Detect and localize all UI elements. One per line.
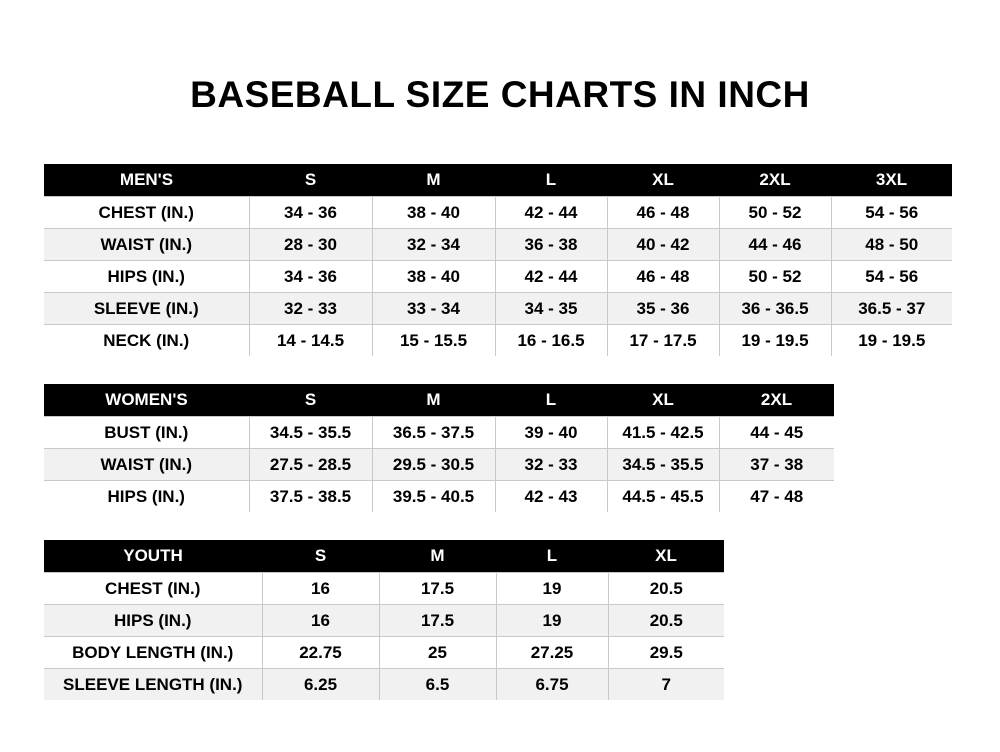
cell: 14 - 14.5 xyxy=(249,325,372,357)
cell: 37 - 38 xyxy=(719,449,834,481)
cell: 34.5 - 35.5 xyxy=(249,417,372,449)
cell: 22.75 xyxy=(262,637,379,669)
cell: 46 - 48 xyxy=(607,261,719,293)
cell: 42 - 43 xyxy=(495,481,607,513)
table-row xyxy=(44,417,834,449)
mens-header-row xyxy=(44,164,952,197)
cell: 6.75 xyxy=(496,669,608,701)
cell: 19 - 19.5 xyxy=(719,325,831,357)
tables-container xyxy=(0,164,1000,700)
womens-header-xl: XL xyxy=(607,384,719,417)
cell: 38 - 40 xyxy=(372,261,495,293)
cell: 6.25 xyxy=(262,669,379,701)
cell: 34 - 35 xyxy=(495,293,607,325)
cell: 32 - 33 xyxy=(495,449,607,481)
mens-size-table xyxy=(44,164,952,356)
row-label: SLEEVE (IN.) xyxy=(44,293,249,325)
mens-header-s: S xyxy=(249,164,372,197)
cell: 39 - 40 xyxy=(495,417,607,449)
cell: 36.5 - 37.5 xyxy=(372,417,495,449)
table-row xyxy=(44,261,952,293)
page-title: BASEBALL SIZE CHARTS IN INCH xyxy=(190,74,810,115)
cell: 42 - 44 xyxy=(495,197,607,229)
table-row xyxy=(44,449,834,481)
womens-header-l: L xyxy=(495,384,607,417)
cell: 34.5 - 35.5 xyxy=(607,449,719,481)
cell: 40 - 42 xyxy=(607,229,719,261)
youth-header-label: YOUTH xyxy=(44,540,262,573)
cell: 29.5 - 30.5 xyxy=(372,449,495,481)
cell: 20.5 xyxy=(608,605,724,637)
cell: 50 - 52 xyxy=(719,197,831,229)
cell: 34 - 36 xyxy=(249,261,372,293)
youth-header-s: S xyxy=(262,540,379,573)
row-label: CHEST (IN.) xyxy=(44,573,262,605)
cell: 17.5 xyxy=(379,605,496,637)
cell: 38 - 40 xyxy=(372,197,495,229)
cell: 41.5 - 42.5 xyxy=(607,417,719,449)
cell: 42 - 44 xyxy=(495,261,607,293)
table-spacer xyxy=(44,356,956,384)
cell: 7 xyxy=(608,669,724,701)
table-spacer xyxy=(44,512,956,540)
row-label: WAIST (IN.) xyxy=(44,449,249,481)
mens-header-2xl: 2XL xyxy=(719,164,831,197)
youth-header-l: L xyxy=(496,540,608,573)
cell: 29.5 xyxy=(608,637,724,669)
cell: 39.5 - 40.5 xyxy=(372,481,495,513)
row-label: WAIST (IN.) xyxy=(44,229,249,261)
row-label: HIPS (IN.) xyxy=(44,605,262,637)
cell: 32 - 33 xyxy=(249,293,372,325)
row-label: HIPS (IN.) xyxy=(44,261,249,293)
cell: 28 - 30 xyxy=(249,229,372,261)
cell: 6.5 xyxy=(379,669,496,701)
womens-header-row xyxy=(44,384,834,417)
cell: 20.5 xyxy=(608,573,724,605)
cell: 15 - 15.5 xyxy=(372,325,495,357)
cell: 25 xyxy=(379,637,496,669)
cell: 19 - 19.5 xyxy=(831,325,952,357)
table-row xyxy=(44,605,724,637)
table-row xyxy=(44,481,834,513)
womens-size-table xyxy=(44,384,834,512)
cell: 44 - 45 xyxy=(719,417,834,449)
cell: 17.5 xyxy=(379,573,496,605)
cell: 37.5 - 38.5 xyxy=(249,481,372,513)
row-label: HIPS (IN.) xyxy=(44,481,249,513)
youth-header-xl: XL xyxy=(608,540,724,573)
cell: 16 xyxy=(262,605,379,637)
cell: 47 - 48 xyxy=(719,481,834,513)
cell: 16 xyxy=(262,573,379,605)
cell: 19 xyxy=(496,573,608,605)
womens-header-m: M xyxy=(372,384,495,417)
womens-header-2xl: 2XL xyxy=(719,384,834,417)
cell: 27.25 xyxy=(496,637,608,669)
row-label: NECK (IN.) xyxy=(44,325,249,357)
mens-header-l: L xyxy=(495,164,607,197)
cell: 34 - 36 xyxy=(249,197,372,229)
table-row xyxy=(44,293,952,325)
table-row xyxy=(44,197,952,229)
row-label: BUST (IN.) xyxy=(44,417,249,449)
row-label: CHEST (IN.) xyxy=(44,197,249,229)
womens-header-label: WOMEN'S xyxy=(44,384,249,417)
cell: 46 - 48 xyxy=(607,197,719,229)
cell: 44.5 - 45.5 xyxy=(607,481,719,513)
mens-header-xl: XL xyxy=(607,164,719,197)
mens-header-3xl: 3XL xyxy=(831,164,952,197)
cell: 36.5 - 37 xyxy=(831,293,952,325)
cell: 19 xyxy=(496,605,608,637)
row-label: SLEEVE LENGTH (IN.) xyxy=(44,669,262,701)
cell: 54 - 56 xyxy=(831,261,952,293)
mens-header-m: M xyxy=(372,164,495,197)
youth-size-table xyxy=(44,540,724,700)
cell: 36 - 36.5 xyxy=(719,293,831,325)
cell: 33 - 34 xyxy=(372,293,495,325)
cell: 48 - 50 xyxy=(831,229,952,261)
table-row xyxy=(44,637,724,669)
row-label: BODY LENGTH (IN.) xyxy=(44,637,262,669)
cell: 44 - 46 xyxy=(719,229,831,261)
cell: 27.5 - 28.5 xyxy=(249,449,372,481)
table-row xyxy=(44,669,724,701)
table-row xyxy=(44,573,724,605)
cell: 36 - 38 xyxy=(495,229,607,261)
youth-header-row xyxy=(44,540,724,573)
table-row xyxy=(44,229,952,261)
table-row xyxy=(44,325,952,357)
womens-header-s: S xyxy=(249,384,372,417)
youth-header-m: M xyxy=(379,540,496,573)
cell: 35 - 36 xyxy=(607,293,719,325)
cell: 32 - 34 xyxy=(372,229,495,261)
cell: 54 - 56 xyxy=(831,197,952,229)
cell: 16 - 16.5 xyxy=(495,325,607,357)
cell: 50 - 52 xyxy=(719,261,831,293)
mens-header-label: MEN'S xyxy=(44,164,249,197)
cell: 17 - 17.5 xyxy=(607,325,719,357)
